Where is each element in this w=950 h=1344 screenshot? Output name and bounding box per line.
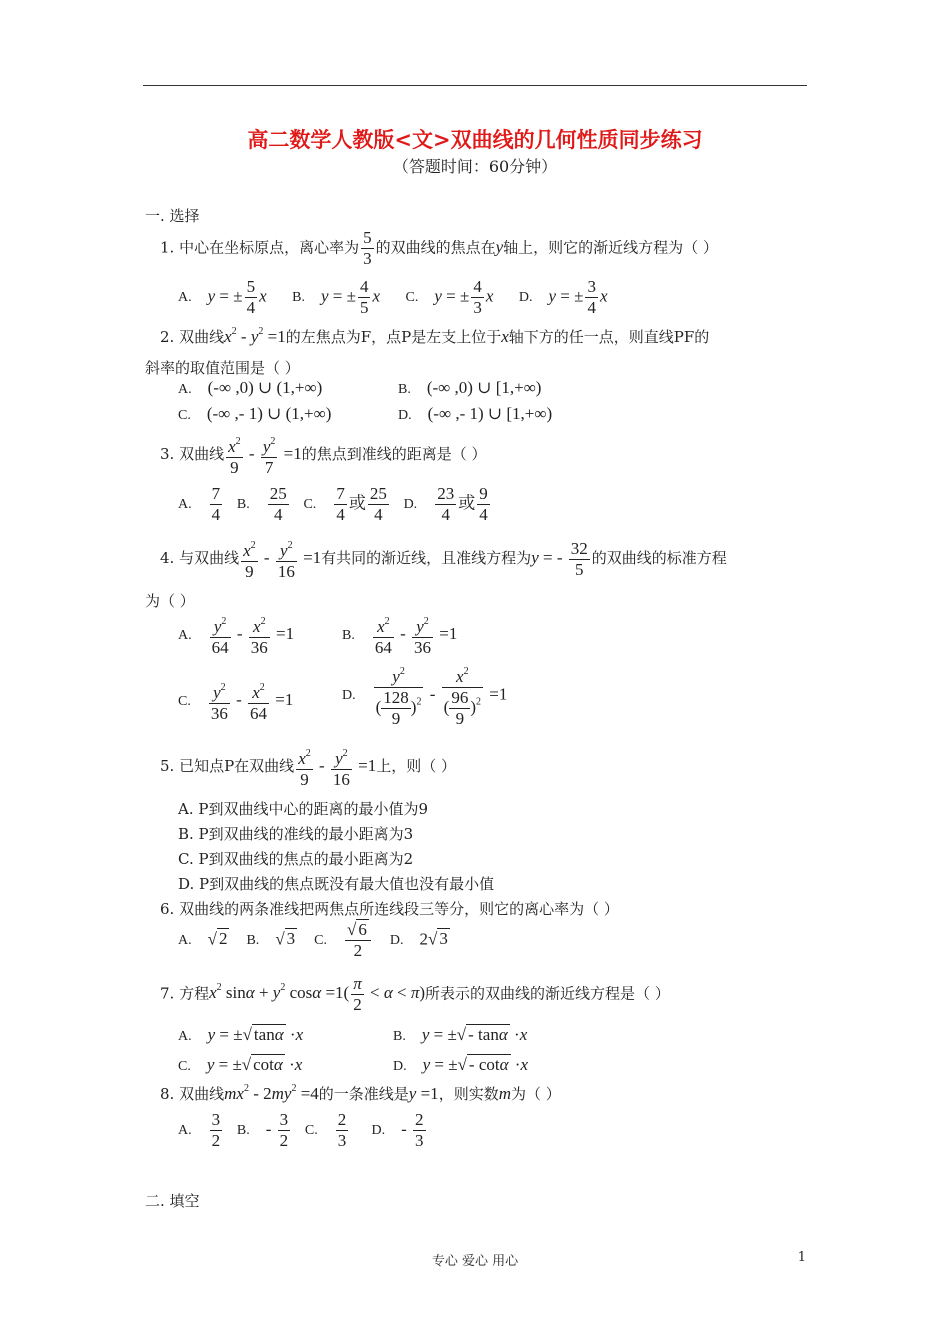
q7-option-d: D. y = ±√ - cotα ·x (393, 1055, 529, 1074)
q3-options: A. $\frac{7}{4}$ B. $\frac{25}{4}$ C. $\frac{7}{4}$ 或 $\frac{25}{4}$ D. $\frac{23}{4}$ 或 $\frac{9}{4}$ (178, 484, 488, 524)
q2-option-b: B. (-∞ ,0) ∪ [1,+∞) (398, 378, 542, 397)
section-fill: 二. 填空 (145, 1192, 200, 1210)
question-5: 5. 已知点P在双曲线 $\frac{x^2}{9}$ - $\frac{y^2}{16}$ =1上，则（ ） (160, 744, 456, 790)
page-subtitle: （答题时间：60分钟） (392, 157, 558, 176)
header-rule (143, 85, 807, 86)
question-4: 4. 与双曲线 $\frac{x^2}{9}$ - $\frac{y^2}{16}$ =1有共同的渐近线，且准线方程为y = - $\frac{32}{5}$ 的双曲线的标准方程 (160, 536, 727, 582)
q5-option-d: D. P到双曲线的焦点既没有最大值也没有最小值 (178, 875, 495, 893)
page-footer: 专心 爱心 用心 (431, 1254, 519, 1269)
section-choice: 一. 选择 (145, 207, 200, 225)
question-1: 1. 中心在坐标原点，离心率为 $\frac{5}{3}$ 的双曲线的焦点在y轴上，则它的渐近线方程为（ ） (160, 228, 718, 268)
question-8: 8. 双曲线$mx^2 - 2my^2 =4$的一条准线是y =1，则实数m为（ ） (160, 1083, 561, 1103)
q4-option-a: A. $\frac{y^2}{64}$ - $\frac{x^2}{36}$ =1 (178, 612, 294, 658)
q4-option-d: D. $y^2$ ( $\frac{128}{9}$ )$^2$ - $x^2$ ( $\frac{96}{9}$ )$^2$ =1 (342, 662, 507, 729)
q2-option-a: A. (-∞ ,0) ∪ (1,+∞) (178, 378, 323, 397)
q2-option-d: D. (-∞ ,- 1) ∪ [1,+∞) (398, 404, 553, 423)
question-4-line2: 为（ ） (145, 592, 195, 610)
q7-option-a: A. y = ±√ tanα ·x (178, 1025, 304, 1044)
q1-options: A. y = ± $\frac{5}{4}$ x B. y = ± $\frac{4}{5}$ x C. y = ± $\frac{4}{3}$ x D. y = ± $\frac{3}{4}$ x (178, 277, 608, 317)
q2-option-c: C. (-∞ ,- 1) ∪ (1,+∞) (178, 404, 332, 423)
question-2: 2. 双曲线$x^2 - y^2 =1$的左焦点为F，点P是左支上位于x轴下方的任一点，则直线PF的 (160, 326, 710, 346)
question-3: 3. 双曲线 $\frac{x^2}{9}$ - $\frac{y^2}{7}$ =1的焦点到准线的距离是（ ） (160, 432, 487, 478)
q4-option-b: B. $\frac{x^2}{64}$ - $\frac{y^2}{36}$ =1 (342, 612, 457, 658)
q5-option-b: B. P到双曲线的准线的最小距离为3 (178, 825, 414, 843)
question-6: 6. 双曲线的两条准线把两焦点所连线段三等分，则它的离心率为（ ） (160, 900, 619, 918)
q7-option-b: B. y = ±√ - tanα ·x (393, 1025, 528, 1044)
q8-options: A. $\frac{3}{2}$ B. - $\frac{3}{2}$ C. $\frac{2}{3}$ D. - $\frac{2}{3}$ (178, 1110, 424, 1150)
question-2-line2: 斜率的取值范围是（ ） (145, 359, 300, 377)
q4-option-c: C. $\frac{y^2}{36}$ - $\frac{x^2}{64}$ =1 (178, 678, 293, 724)
page-title: 高二数学人教版<文>双曲线的几何性质同步练习 (247, 127, 703, 152)
question-7: 7. 方程$x^2$ $\sin\alpha + y^2$ cosα =1( $\frac{\pi}{2}$ < α < π)所表示的双曲线的渐近线方程是（ ） (160, 974, 670, 1014)
page-number: 1 (797, 1250, 806, 1265)
q7-option-c: C. y = ±√ cotα ·x (178, 1055, 303, 1074)
q5-option-a: A. P到双曲线中心的距离的最小值为9 (178, 800, 429, 818)
q5-option-c: C. P到双曲线的焦点的最小距离为2 (178, 850, 414, 868)
q6-options: A. √ 2 B. √ 3 C. $\frac{√ 6}{2}$ D. 2√ 3 (178, 920, 448, 960)
